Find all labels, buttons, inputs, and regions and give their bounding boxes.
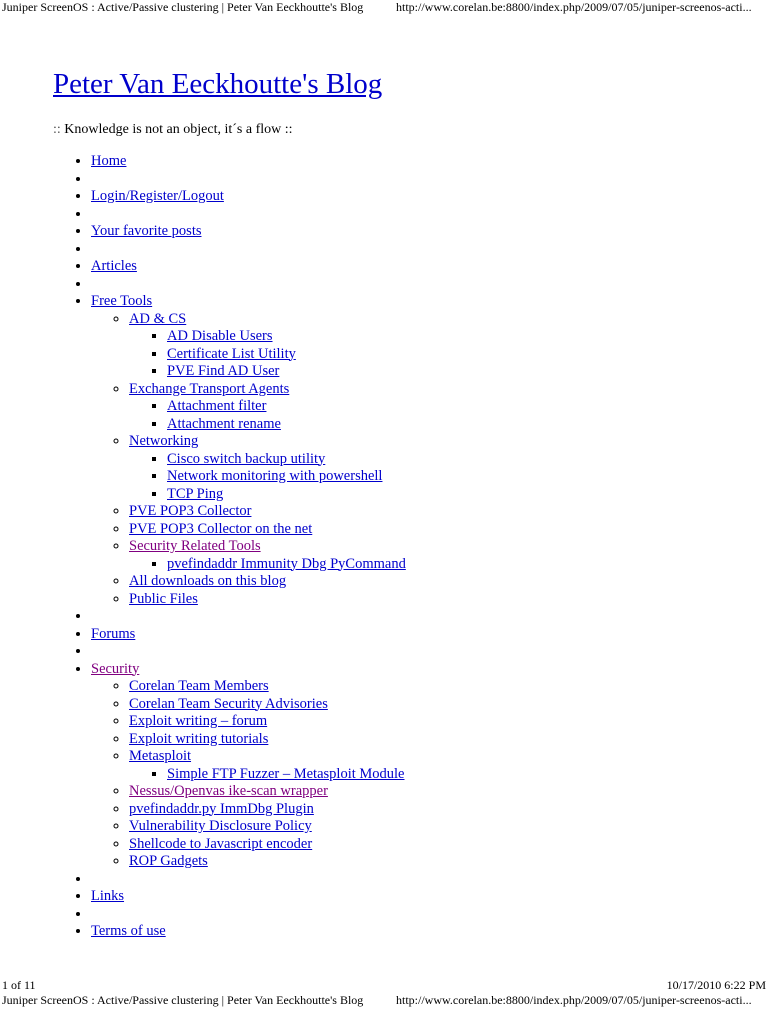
- submenu-item-metasploit: [129, 748, 406, 783]
- menu-link-certificate-list[interactable]: Certificate List Utility: [167, 345, 296, 362]
- submenu-security-tools: [129, 556, 406, 574]
- tagline-suffix: ::: [284, 122, 293, 137]
- list-item: [167, 451, 406, 469]
- menu-link-rop-gadgets[interactable]: ROP Gadgets: [129, 853, 208, 869]
- menu-link-corelan-advisories[interactable]: Corelan Team Security Advisories: [129, 695, 328, 712]
- list-item: [129, 783, 406, 801]
- footer-page-title: Juniper ScreenOS : Active/Passive clustering | Peter Van Eeckhoutte's Blog: [2, 993, 364, 1007]
- list-item: [129, 731, 406, 749]
- list-item: [129, 521, 406, 539]
- list-item: [167, 766, 406, 784]
- menu-link-pop3-collector-net[interactable]: PVE POP3 Collector on the net: [129, 520, 313, 537]
- menu-link-metasploit[interactable]: Metasploit: [129, 748, 192, 764]
- menu-item-favorites: [91, 223, 406, 241]
- menu-item-forums: [91, 626, 406, 644]
- menu-link-login[interactable]: Login/Register/Logout: [91, 188, 224, 204]
- menu-link-security[interactable]: Security: [91, 660, 140, 677]
- list-item: [129, 503, 406, 521]
- submenu-ad-cs: [129, 328, 406, 381]
- list-item: [167, 416, 406, 434]
- menu-link-ftp-fuzzer[interactable]: Simple FTP Fuzzer – Metasploit Module: [167, 765, 405, 782]
- main-navigation: [53, 153, 406, 941]
- menu-link-home[interactable]: Home: [91, 153, 127, 169]
- menu-link-terms[interactable]: Terms of use: [91, 923, 166, 939]
- list-item: [129, 591, 406, 609]
- submenu-security: [91, 678, 406, 871]
- menu-link-exploit-tutorials[interactable]: Exploit writing tutorials: [129, 730, 269, 747]
- list-item: [129, 818, 406, 836]
- menu-link-free-tools[interactable]: Free Tools: [91, 293, 153, 309]
- menu-link-links[interactable]: Links: [91, 888, 125, 904]
- footer-url: http://www.corelan.be:8800/index.php/2009/07/05/juniper-screenos-acti...: [396, 993, 752, 1007]
- menu-link-favorites[interactable]: Your favorite posts: [91, 223, 202, 239]
- submenu-exchange: [129, 398, 406, 433]
- menu-separator: [91, 241, 406, 259]
- menu-link-shellcode-encoder[interactable]: Shellcode to Javascript encoder: [129, 835, 313, 852]
- menu-link-ad-cs[interactable]: AD & CS: [129, 310, 187, 327]
- menu-link-public-files[interactable]: Public Files: [129, 590, 198, 607]
- menu-item-links: [91, 888, 406, 906]
- menu-link-pvefindaddr-plugin[interactable]: pvefindaddr.py ImmDbg Plugin: [129, 800, 314, 817]
- submenu-item-exchange: [129, 381, 406, 434]
- submenu-item-security-tools: [129, 538, 406, 573]
- list-item: [129, 696, 406, 714]
- menu-separator: [91, 276, 406, 294]
- menu-separator: [91, 871, 406, 889]
- list-item: [167, 468, 406, 486]
- list-item: [129, 801, 406, 819]
- list-item: [167, 398, 406, 416]
- menu-link-exploit-forum[interactable]: Exploit writing – forum: [129, 713, 268, 729]
- menu-link-corelan-members[interactable]: Corelan Team Members: [129, 678, 269, 694]
- submenu-item-ad-cs: [129, 311, 406, 381]
- menu-link-nessus-wrapper[interactable]: Nessus/Openvas ike-scan wrapper: [129, 783, 328, 799]
- menu-link-pvefindaddr-pycommand[interactable]: pvefindaddr Immunity Dbg PyCommand: [167, 555, 406, 572]
- menu-link-ad-disable-users[interactable]: AD Disable Users: [167, 328, 273, 344]
- menu-separator: [91, 171, 406, 189]
- list-item: [129, 836, 406, 854]
- menu-separator: [91, 643, 406, 661]
- menu-separator: [91, 608, 406, 626]
- menu-link-networking[interactable]: Networking: [129, 433, 199, 449]
- blog-tagline: [53, 122, 293, 138]
- tagline-prefix: ::: [53, 122, 61, 137]
- footer-page-count: 1 of 11: [2, 978, 36, 992]
- list-item: [129, 678, 406, 696]
- list-item: [129, 853, 406, 871]
- menu-item-free-tools: [91, 293, 406, 608]
- menu-link-pve-find-ad-user[interactable]: PVE Find AD User: [167, 363, 280, 379]
- menu-link-tcp-ping[interactable]: TCP Ping: [167, 485, 224, 502]
- header-page-title: Juniper ScreenOS : Active/Passive clustering | Peter Van Eeckhoutte's Blog: [2, 0, 364, 14]
- menu-item-login: [91, 188, 406, 206]
- list-item: [167, 328, 406, 346]
- menu-link-security-tools[interactable]: Security Related Tools: [129, 538, 261, 554]
- menu-item-terms: [91, 923, 406, 941]
- menu-link-all-downloads[interactable]: All downloads on this blog: [129, 573, 287, 589]
- menu-item-home: [91, 153, 406, 171]
- menu-link-cisco-backup[interactable]: Cisco switch backup utility: [167, 450, 326, 467]
- menu-item-articles: [91, 258, 406, 276]
- menu-link-pop3-collector[interactable]: PVE POP3 Collector: [129, 503, 252, 519]
- blog-title-link[interactable]: Peter Van Eeckhoutte's Blog: [53, 68, 383, 100]
- list-item: [167, 486, 406, 504]
- menu-link-forums[interactable]: Forums: [91, 625, 136, 642]
- tagline-text: Knowledge is not an object, it´s a flow: [60, 122, 285, 137]
- list-item: [167, 363, 406, 381]
- list-item: [167, 346, 406, 364]
- header-url: http://www.corelan.be:8800/index.php/2009/07/05/juniper-screenos-acti...: [396, 0, 752, 14]
- menu-link-attachment-filter[interactable]: Attachment filter: [167, 398, 267, 414]
- list-item: [129, 573, 406, 591]
- footer-timestamp: 10/17/2010 6:22 PM: [666, 978, 766, 992]
- menu-link-disclosure-policy[interactable]: Vulnerability Disclosure Policy: [129, 818, 312, 834]
- submenu-free-tools: [91, 311, 406, 609]
- menu-link-attachment-rename[interactable]: Attachment rename: [167, 415, 281, 432]
- menu-separator: [91, 206, 406, 224]
- menu-separator: [91, 906, 406, 924]
- menu-item-security: [91, 661, 406, 871]
- submenu-item-networking: [129, 433, 406, 503]
- list-item: [167, 556, 406, 574]
- menu-link-network-monitoring[interactable]: Network monitoring with powershell: [167, 468, 383, 484]
- menu-link-exchange-agents[interactable]: Exchange Transport Agents: [129, 380, 290, 397]
- list-item: [129, 713, 406, 731]
- submenu-networking: [129, 451, 406, 504]
- menu-link-articles[interactable]: Articles: [91, 258, 137, 274]
- submenu-metasploit: [129, 766, 406, 784]
